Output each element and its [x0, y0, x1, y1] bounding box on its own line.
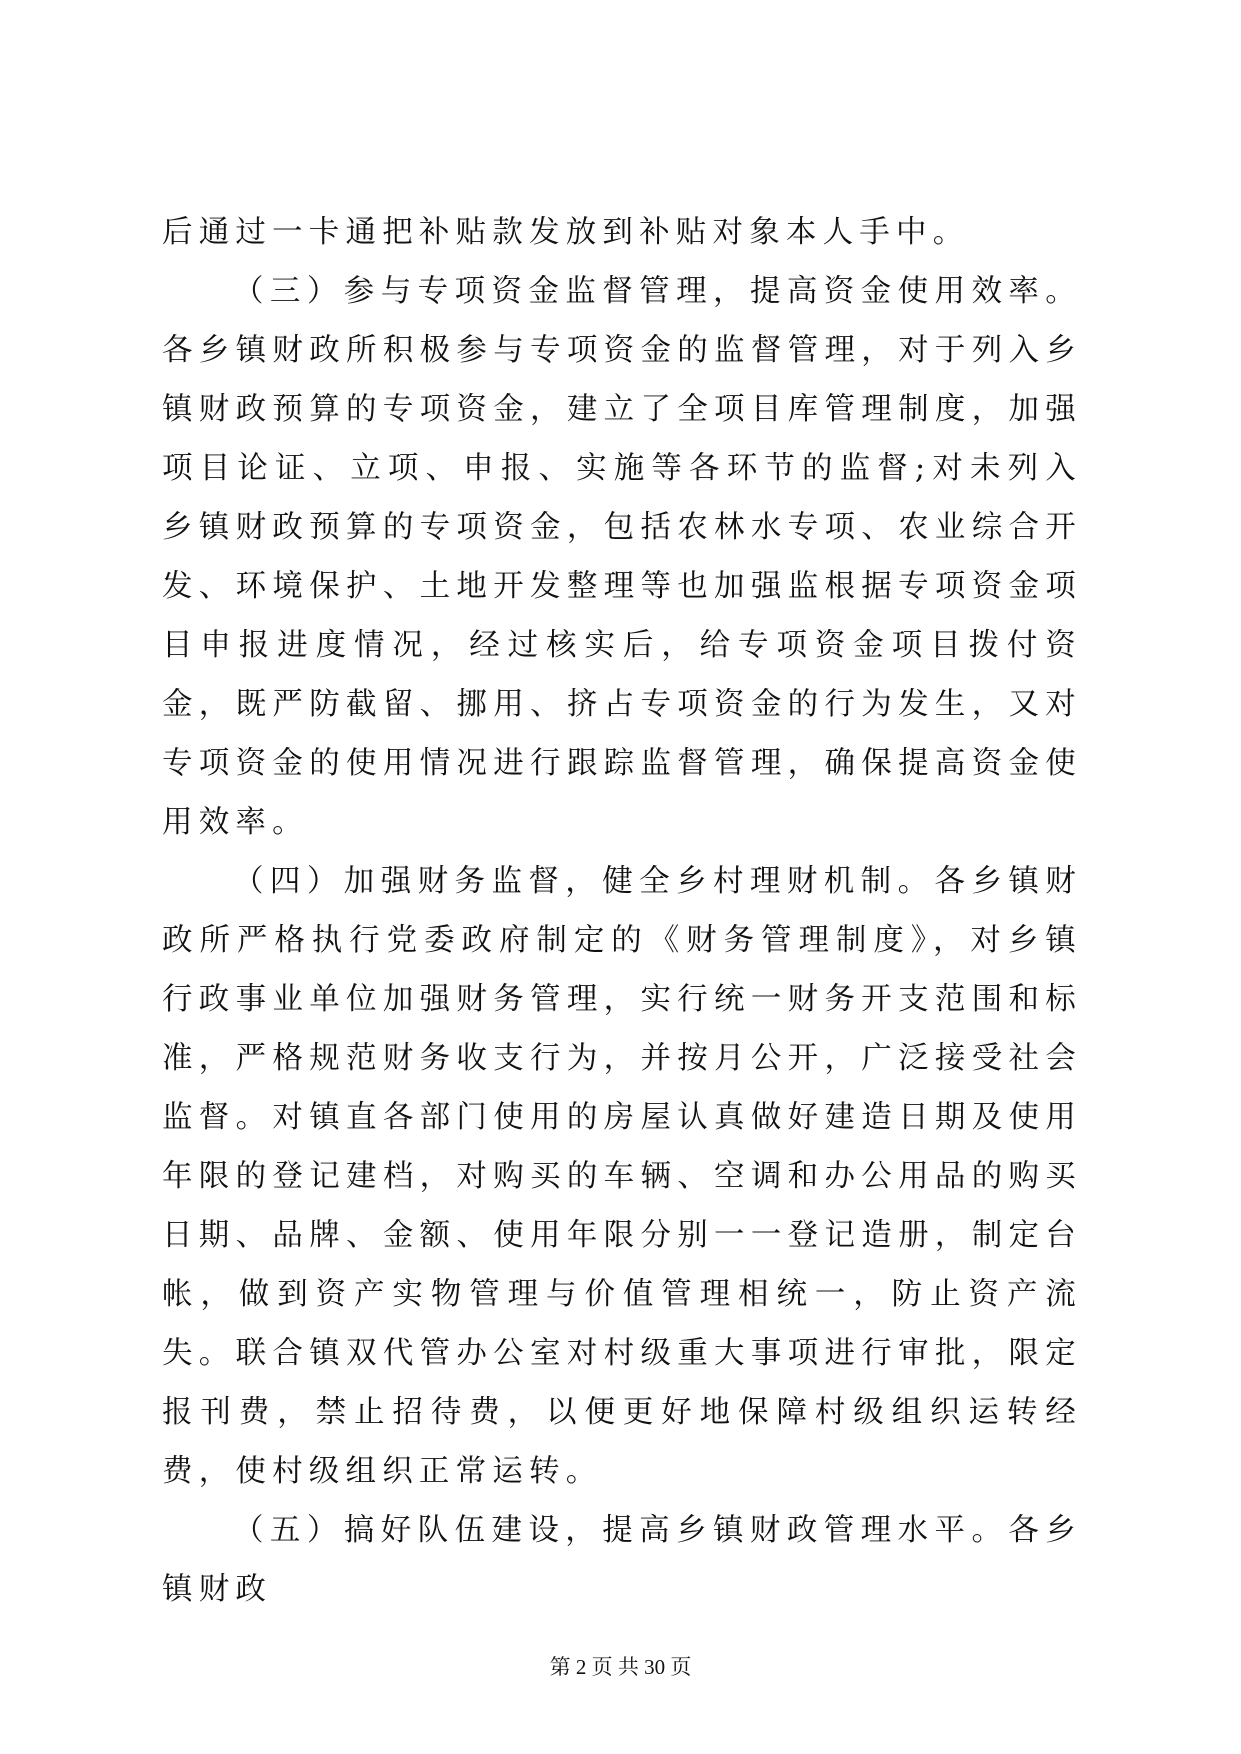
- paragraph-continuation: 后通过一卡通把补贴款发放到补贴对象本人手中。: [162, 215, 970, 250]
- page-footer: [0, 1652, 1241, 1682]
- paragraph-section-3: （三）参与专项资金监督管理，提高资金使用效率。各乡镇财政所积极参与专项资金的监督管理，对于列入乡镇财政预算的专项资金，建立了全项目库管理制度，加强项目论证、立项、申报、实施等各环节的监督;对未列入乡镇财政预算的专项资金，包括农林水专项、农业综合开发、环境保护、土地开发整理等也加强监根据专项资金项目申报进度情况，经过核实后，给专项资金项目拨付资金，既严防截留、挪用、挤占专项资金的行为发生，又对专项资金的使用情况进行跟踪监督管理，确保提高资金使用效率。: [162, 274, 1082, 840]
- paragraph-section-4: （四）加强财务监督，健全乡村理财机制。各乡镇财政所严格执行党委政府制定的《财务管理制度》，对乡镇行政事业单位加强财务管理，实行统一财务开支范围和标准，严格规范财务收支行为，并按月公开，广泛接受社会监督。对镇直各部门使用的房屋认真做好建造日期及使用年限的登记建档，对购买的车辆、空调和办公用品的购买日期、品牌、金额、使用年限分别一一登记造册，制定台帐，做到资产实物管理与价值管理相统一，防止资产流失。联合镇双代管办公室对村级重大事项进行审批，限定报刊费，禁止招待费，以便更好地保障村级组织运转经费，使村级组织正常运转。: [162, 864, 1082, 1489]
- document-body: [162, 203, 1082, 1619]
- paragraph-section-5: （五）搞好队伍建设，提高乡镇财政管理水平。各乡镇财政: [162, 1513, 1082, 1607]
- page-number-label: 第 2 页 共 30 页: [549, 1655, 692, 1679]
